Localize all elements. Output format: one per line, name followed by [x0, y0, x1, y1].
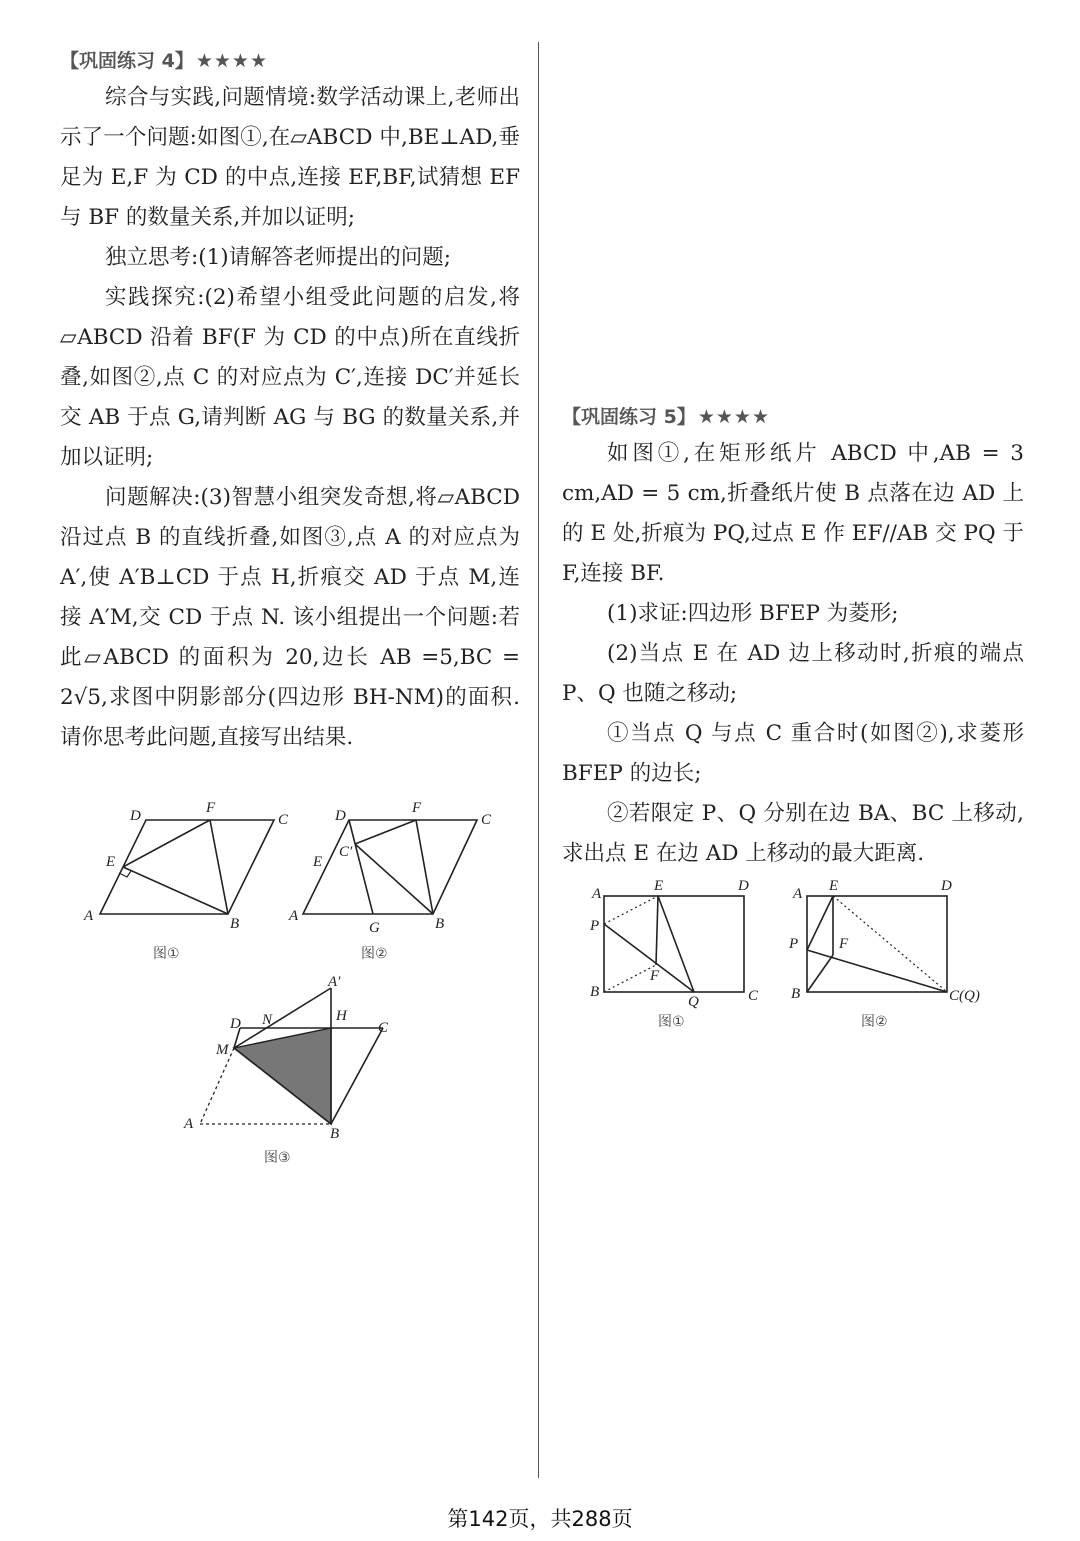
label-d: D: [941, 878, 952, 894]
label-b: B: [230, 916, 240, 932]
label-e: E: [106, 854, 116, 870]
label-d: D: [230, 1016, 241, 1032]
label-e: E: [313, 854, 323, 870]
figure-5-1: [580, 874, 770, 1040]
segment-bf: [210, 820, 228, 914]
label-a: A: [592, 886, 602, 902]
label-p: P: [590, 918, 600, 934]
difficulty-stars: ★★★★: [697, 406, 770, 428]
exercise-4-title: 【巩固练习 4】: [60, 50, 194, 72]
exercise-5-paragraph-1: 如图①,在矩形纸片 ABCD 中,AB = 3 cm,AD = 5 cm,折叠纸片使 B 点落在边 AD 上的 E 处,折痕为 PQ,过点 E 作 EF//AB 交 PQ 于 F,连接 BF.: [562, 441, 1024, 586]
label-c: C: [481, 812, 492, 828]
segment-fc-prime: [355, 820, 416, 844]
label-q: Q: [688, 994, 699, 1010]
segment-bc-prime: [355, 844, 433, 914]
exercise-4-paragraph-2: 独立思考:(1)请解答老师提出的问题;: [105, 245, 451, 270]
figure-4-1: [70, 800, 300, 970]
figure-caption: 图③: [264, 1150, 291, 1166]
dotted-segment-bf: [604, 965, 656, 992]
segment-dg: [349, 820, 373, 914]
label-d: D: [738, 878, 749, 894]
exercise-4-paragraph-4: 问题解决:(3)智慧小组突发奇想,将▱ABCD 沿过点 B 的直线折叠,如图③,点 A 的对应点为 A′,使 A′B⊥CD 于点 H,折痕交 AD 于点 M,连接 A′M,交 CD 于点 N. 该小组提出一个问题:若此▱ABCD 的面积为 20,边长 AB =5,BC = 2√5,求图中阴影部分(四边形 BH-NM)的面积. 请你思考此问题,直接写出结果.: [60, 485, 520, 750]
label-e: E: [654, 878, 664, 894]
dashed-segment-am: [200, 1048, 234, 1124]
segment-bf: [416, 820, 433, 914]
segment-ef: [123, 820, 210, 867]
exercise-5: [562, 400, 1024, 874]
segment-pe: [807, 896, 833, 950]
exercise-5-paragraph-3: (2)当点 E 在 AD 边上移动时,折痕的端点 P、Q 也随之移动;: [562, 641, 1024, 706]
exercise-5-title: 【巩固练习 5】: [562, 406, 696, 428]
label-f: F: [650, 968, 660, 984]
page-number: 第142页，共288页: [447, 1507, 633, 1531]
label-a: A: [184, 1116, 194, 1132]
segment-be: [123, 867, 228, 914]
label-m: M: [216, 1042, 229, 1058]
exercise-4-paragraph-3: 实践探究:(2)希望小组受此问题的启发,将▱ABCD 沿着 BF(F 为 CD 的中点)所在直线折叠,如图②,点 C 的对应点为 C′,连接 DC′并延长交 AB 于点 G,请判断 AG 与 BG 的数量关系,并加以证明;: [60, 285, 520, 470]
label-f: F: [206, 800, 216, 816]
exercise-5-paragraph-4: ①当点 Q 与点 C 重合时(如图②),求菱形 BFEP 的边长;: [562, 721, 1024, 786]
figure-4-2: [285, 800, 515, 970]
difficulty-stars: ★★★★: [195, 50, 268, 72]
label-b: B: [330, 1126, 340, 1142]
label-c-prime: C′: [339, 844, 353, 860]
figure-caption: 图②: [861, 1014, 888, 1030]
dotted-segment-ec: [833, 896, 947, 992]
exercise-5-heading: [562, 400, 1024, 434]
label-d: D: [130, 808, 141, 824]
label-b: B: [435, 916, 445, 932]
label-e: E: [829, 878, 839, 894]
segment-bf: [807, 955, 833, 992]
parallelogram-abcd: [100, 820, 274, 914]
label-a: A: [84, 908, 94, 924]
exercise-4: [60, 44, 520, 758]
label-f: F: [839, 936, 849, 952]
label-c: C: [748, 988, 759, 1004]
figure-caption: 图①: [153, 946, 180, 962]
exercise-5-paragraph-5: ②若限定 P、Q 分别在边 BA、BC 上移动,求出点 E 在边 AD 上移动的最大距离.: [562, 801, 1024, 866]
label-b: B: [791, 986, 801, 1002]
dotted-segment-pe: [604, 896, 658, 924]
label-b: B: [590, 984, 600, 1000]
label-a: A: [289, 908, 299, 924]
label-n: N: [262, 1012, 273, 1028]
figure-caption: 图②: [361, 946, 388, 962]
label-a: A: [793, 886, 803, 902]
exercise-5-paragraph-2: (1)求证:四边形 BFEP 为菱形;: [607, 601, 899, 626]
label-h: H: [336, 1008, 347, 1024]
parallelogram-abcd: [303, 820, 477, 914]
exercise-4-heading: [60, 44, 520, 78]
column-divider: [538, 42, 539, 1478]
segment-ef: [656, 896, 658, 965]
label-d: D: [335, 808, 346, 824]
label-p: P: [789, 936, 799, 952]
label-g: G: [369, 920, 380, 936]
label-a-prime: A′: [328, 974, 341, 990]
label-c-q: C(Q): [949, 988, 980, 1004]
figure-4-3: [180, 972, 410, 1172]
figure-caption: 图①: [658, 1014, 685, 1030]
label-c: C: [278, 812, 289, 828]
figure-5-2: [785, 874, 1005, 1040]
shaded-quadrilateral-bhnm: [234, 1028, 331, 1124]
label-f: F: [412, 800, 422, 816]
label-c: C: [378, 1020, 389, 1036]
rectangle-abcd: [807, 896, 947, 992]
fold-line-pc: [807, 950, 947, 992]
segment-cb: [331, 1028, 383, 1124]
exercise-4-paragraph-1: 综合与实践,问题情境:数学活动课上,老师出示了一个问题:如图①,在▱ABCD 中,BE⊥AD,垂足为 E,F 为 CD 的中点,连接 EF,BF,试猜想 EF 与 BF 的数量关系,并加以证明;: [60, 85, 520, 230]
